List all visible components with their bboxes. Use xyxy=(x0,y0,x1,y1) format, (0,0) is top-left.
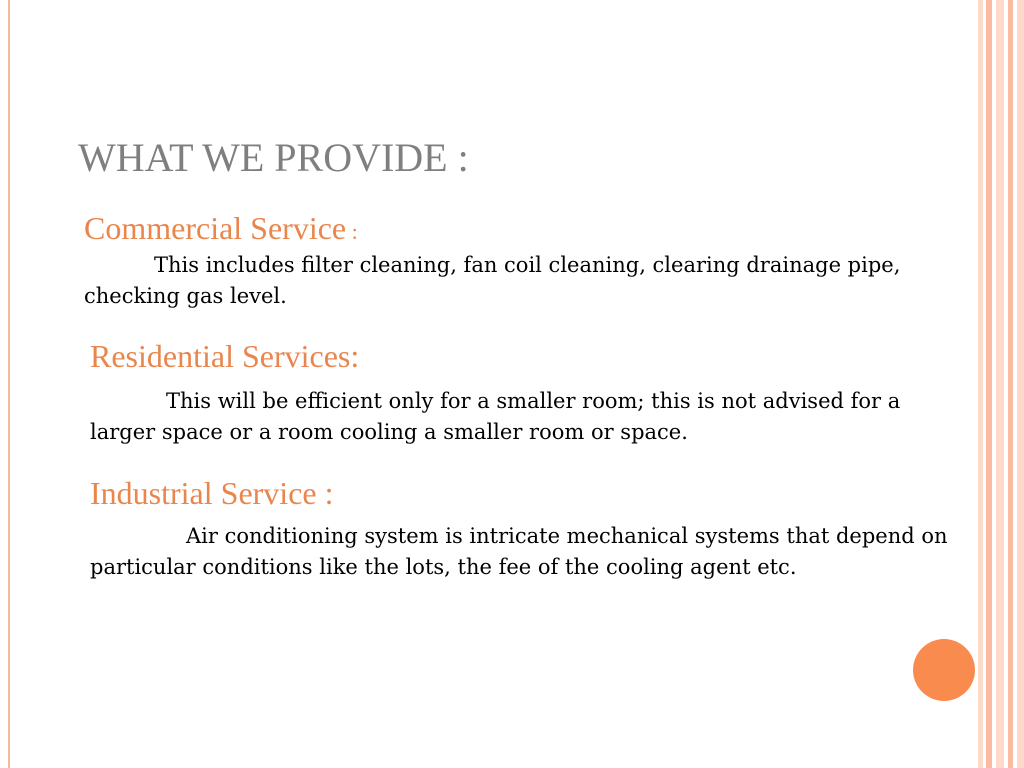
left-border-line xyxy=(8,0,10,768)
section-body-commercial: This includes filter cleaning, fan coil cleaning, clearing drainage pipe, checking gas level. xyxy=(84,253,901,308)
right-stripe-4 xyxy=(1008,0,1013,768)
right-stripe-3 xyxy=(996,0,1004,768)
section-body-residential: This will be efficient only for a smaller room; this is not advised for a larger space or a room cooling a smaller room or space. xyxy=(90,389,901,444)
section-heading-text: Commercial Service xyxy=(84,210,347,246)
section-heading-industrial: Industrial Service : xyxy=(90,475,334,511)
right-stripe-1 xyxy=(978,0,983,768)
right-stripe-5 xyxy=(1017,0,1024,768)
section-heading-commercial xyxy=(84,210,358,250)
section-heading-residential: Residential Services: xyxy=(90,338,360,374)
right-stripe-2 xyxy=(986,0,992,768)
section-body-industrial: Air conditioning system is intricate mechanical systems that depend on particular conditions like the lots, the fee of the cooling agent etc. xyxy=(90,524,948,579)
slide-title: WHAT WE PROVIDE : xyxy=(78,135,469,180)
section-heading-suffix: : xyxy=(346,219,358,244)
decorative-orange-circle xyxy=(913,639,975,701)
